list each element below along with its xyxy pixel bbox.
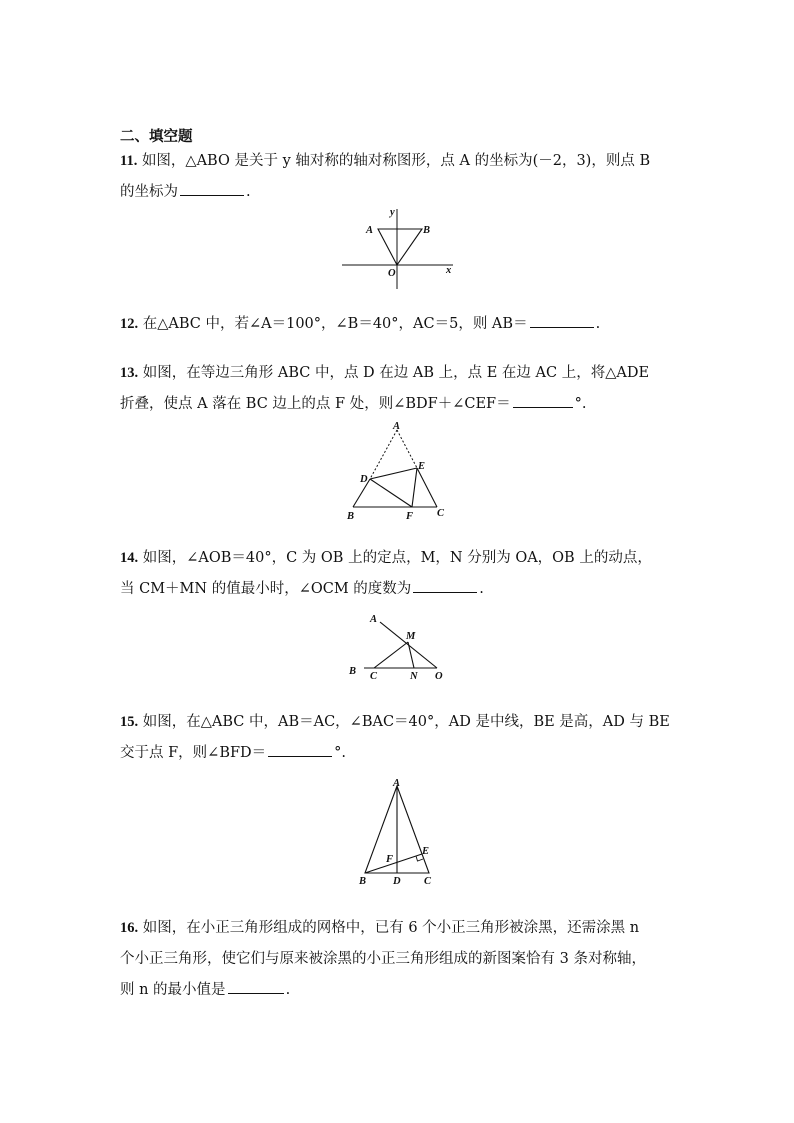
question-text: °.: [334, 745, 347, 761]
label-c: C: [424, 876, 432, 887]
question-text: °.: [574, 396, 587, 412]
label-d: D: [360, 474, 368, 485]
label-n: N: [410, 671, 418, 682]
figure-15-isosceles-triangle: [350, 776, 450, 890]
question-text: 在△ABC 中，若∠A＝100°，∠B＝40°，AC＝5，则 AB＝: [142, 316, 528, 332]
question-text: 如图，在△ABC 中，AB＝AC，∠BAC＝40°，AD 是中线，BE 是高，AD 与 BE: [142, 714, 670, 730]
answer-blank[interactable]: [268, 741, 332, 757]
label-y-axis: y: [390, 207, 395, 218]
label-e: E: [422, 846, 430, 857]
question-text: .: [285, 982, 291, 998]
question-14: [120, 543, 680, 605]
question-text: 则 n 的最小值是: [120, 982, 226, 998]
question-number: 16.: [120, 920, 139, 936]
answer-blank[interactable]: [413, 577, 477, 593]
question-text: 交于点 F，则∠BFD＝: [120, 745, 267, 761]
question-16: [120, 913, 680, 1006]
label-b: B: [423, 225, 431, 236]
answer-blank[interactable]: [228, 978, 284, 994]
question-text: 折叠，使点 A 落在 BC 边上的点 F 处，则∠BDF＋∠CEF＝: [120, 396, 511, 412]
label-e: E: [418, 461, 426, 472]
label-o: O: [435, 671, 443, 682]
label-b: B: [359, 876, 367, 887]
question-text: 如图，△ABO 是关于 y 轴对称的轴对称图形，点 A 的坐标为(－2，3)，则点 B: [141, 153, 651, 169]
figure-13-folded-triangle: [340, 420, 460, 526]
section-title: 二、填空题: [120, 129, 193, 145]
question-text: 的坐标为: [120, 184, 178, 200]
label-a: A: [370, 614, 378, 625]
label-m: M: [406, 631, 416, 642]
label-b: B: [347, 511, 355, 522]
question-text: 当 CM＋MN 的值最小时，∠OCM 的度数为: [120, 581, 412, 597]
question-13: [120, 358, 680, 420]
question-number: 13.: [120, 365, 139, 381]
question-11: [120, 146, 680, 208]
question-text: 如图，∠AOB＝40°，C 为 OB 上的定点，M，N 分别为 OA，OB 上的动点，: [142, 550, 652, 566]
label-b: B: [349, 666, 357, 677]
answer-blank[interactable]: [180, 180, 244, 196]
question-12: [120, 309, 680, 340]
label-x-axis: x: [446, 265, 452, 276]
figure-11-coordinate-triangle: [338, 203, 458, 293]
label-a: A: [393, 421, 401, 432]
answer-blank[interactable]: [513, 392, 573, 408]
label-f: F: [386, 854, 394, 865]
question-number: 11.: [120, 153, 138, 169]
question-text: .: [246, 184, 251, 200]
label-c: C: [437, 508, 445, 519]
label-o: O: [388, 268, 396, 279]
question-15: [120, 707, 680, 769]
label-a: A: [366, 225, 374, 236]
question-text: 如图，在小正三角形组成的网格中，已有 6 个小正三角形被涂黑，还需涂黑 n: [142, 920, 640, 936]
question-text: .: [479, 581, 484, 597]
label-f: F: [406, 511, 414, 522]
label-a: A: [393, 778, 401, 789]
question-number: 12.: [120, 316, 139, 332]
label-d: D: [393, 876, 401, 887]
question-text: 如图，在等边三角形 ABC 中，点 D 在边 AB 上，点 E 在边 AC 上，将△ADE: [142, 365, 650, 381]
answer-blank[interactable]: [530, 312, 594, 328]
question-number: 15.: [120, 714, 139, 730]
question-text: 个小正三角形，使它们与原来被涂黑的小正三角形组成的新图案恰有 3 条对称轴，: [120, 951, 646, 967]
question-text: .: [595, 316, 601, 332]
label-c: C: [370, 671, 378, 682]
question-number: 14.: [120, 550, 139, 566]
figure-14-angle: [344, 612, 456, 684]
